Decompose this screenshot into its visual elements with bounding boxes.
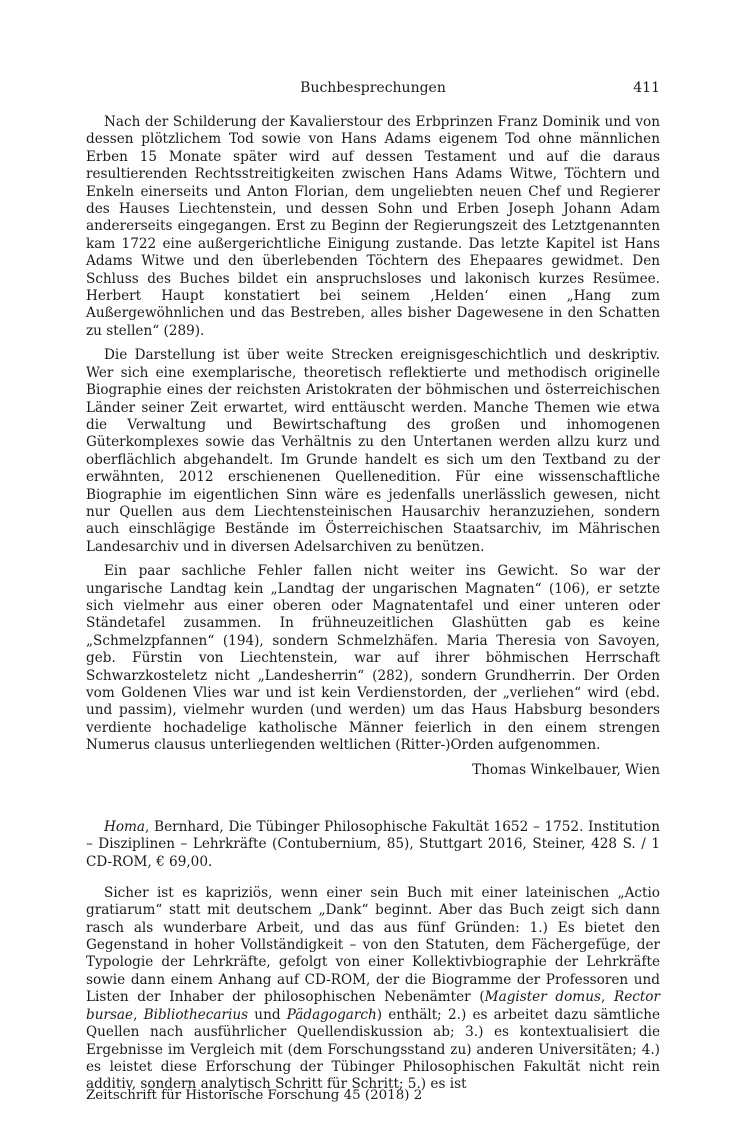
text-run: Sicher ist es kapriziös, wenn einer sein Buch mit einer lateinischen „Actio gratiarum“ statt mit deutschem „Dank“ beginnt. Aber das Buch zeigt sich dann rasch als wunderbare Arbeit, und das aus fünf Gründen: 1.) Es bietet den Gegenstand in hoher Vollständigkeit – von den Statuten, dem Fächergefüge, der Typologie der Lehrkräfte, gefolgt von einer Kollektivbiographie der Lehrkräfte sowie dann einem Anhang auf CD-ROM, der die Biogramme der Professoren und Listen der Inhaber der philosophischen Nebenämter ( [86,884,660,1006]
italic-term: Rector bursae [86,989,660,1023]
text-run: und [248,1006,287,1023]
italic-term: Magister domus [484,989,601,1006]
book-author: Homa [104,819,146,836]
running-header [86,80,660,102]
page-body [86,114,660,1094]
text-run: ) enthält; 2.) es arbeitet dazu sämtliche Quellen nach ausführlicher Quellendiskussion ab; 3.) es kontextualisiert die Ergebnisse im Vergleich mit (dem Forschungsstand zu) anderen Universitäten; 4.) es leistet diese Erforschung der Tübinger Philosophischen Fakultät nicht rein additiv, sondern analytisch Schritt für Schritt; 5.) es ist [86,1006,660,1093]
review-paragraph: Ein paar sachliche Fehler fallen nicht weiter ins Gewicht. So war der ungarische Landtag kein „Landtag der ungarischen Magnaten“ (106), er setzte sich vielmehr aus einer oberen oder Magnatentafel und einer unteren oder Ständetafel zusammen. In frühneuzeitlichen Glashütten gab es keine „Schmelzpfannen“ (194), sondern Schmelzhäfen. Maria Theresia von Savoyen, geb. Fürstin von Liechtenstein, war auf ihrer böhmischen Herrschaft Schwarzkosteletz nicht „Landesherrin“ (282), sondern Grundherrin. Der Orden vom Goldenen Vlies war und ist kein Verdienstorden, der „verliehen“ wird (ebd. und passim), vielmehr wurden (und werden) um das Haus Habsburg besonders verdiente hochadelige katholische Männer feierlich in den einem strengen Numerus clausus unterliegenden weltlichen (Ritter-)Orden aufgenommen. [86,563,660,754]
review-paragraph: Die Darstellung ist über weite Strecken ereignisgeschichtlich und deskriptiv. Wer sich eine exemplarische, theoretisch reflektierte und methodisch originelle Biographie eines der reichsten Aristokraten der böhmischen und österreichischen Länder seiner Zeit erwartet, wird enttäuscht werden. Manche Themen wie etwa die Verwaltung und Bewirtschaftung des großen und inhomogenen Güterkomplexes sowie das Verhältnis zu den Untertanen werden allzu kurz und oberflächlich abgehandelt. Im Grunde handelt es sich um den Textband zu der erwähnten, 2012 erschienenen Quellenedition. Für eine wissenschaftliche Biographie im eigentlichen Sinn wäre es jedenfalls unerlässlich gewesen, nicht nur Quellen aus dem Liechtensteinischen Hausarchiv heranzuziehen, sondern auch einschlägige Bestände im Österreichischen Staatsarchiv, im Mährischen Landesarchiv und in diversen Adelsarchiven zu benützen. [86,347,660,555]
page-number: 411 [633,80,660,96]
italic-term: Bibliothecarius [143,1006,249,1023]
document-page [86,0,660,1131]
running-title: Buchbesprechungen [300,80,446,96]
book-details: , Bernhard, Die Tübinger Philosophische Fakultät 1652 – 1752. Institution – Disziplinen – Lehrkräfte (Contubernium, 85), Stuttgart 2016, Steiner, 428 S. / 1 CD-ROM, € 69,00. [86,819,660,870]
reviewer-signature: Thomas Winkelbauer, Wien [472,761,660,778]
italic-term: Pädagogarch [286,1006,377,1023]
book-citation [86,819,660,871]
journal-footer: Zeitschrift für Historische Forschung 45 (2018) 2 [86,1088,423,1103]
text-run: , [600,989,614,1006]
review-paragraph: Nach der Schilderung der Kavalierstour des Erbprinzen Franz Dominik und von dessen plötzlichem Tod sowie von Hans Adams eigenem Tod ohne männlichen Erben 15 Monate später wird auf dessen Testament und auf die daraus resultierenden Rechtsstreitigkeiten zwischen Hans Adams Witwe, Töchtern und Enkeln einerseits und Anton Florian, dem ungeliebten neuen Chef und Regierer des Hauses Liechtenstein, und dessen Sohn und Erben Joseph Johann Adam andererseits eingegangen. Erst zu Beginn der Regierungszeit des Letztgenannten kam 1722 eine außergerichtliche Einigung zustande. Das letzte Kapitel ist Hans Adams Witwe und den überlebenden Töchtern des Ehepaares gewidmet. Den Schluss des Buches bildet ein anspruchsloses und lakonisch kurzes Resümee. Herbert Haupt konstatiert bei seinem ‚Helden‘ einen „Hang zum Außergewöhnlichen und das Bestreben, alles bisher Dagewesene in den Schatten zu stellen“ (289). [86,114,660,339]
review-paragraph [86,885,660,1094]
text-run: , [133,1006,144,1023]
